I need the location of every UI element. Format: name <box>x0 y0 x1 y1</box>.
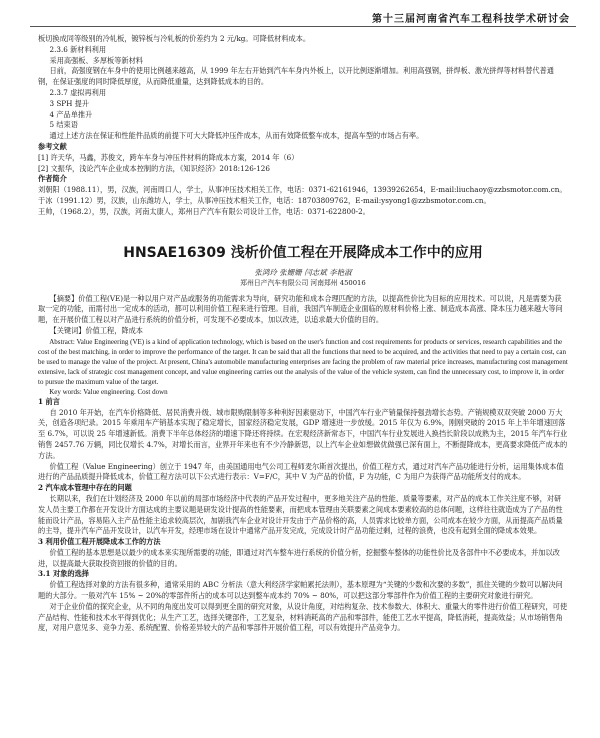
paragraph: 2.3.7 虚拟再利用 <box>49 87 107 97</box>
paragraph: 2.3.6 新材料利用 <box>49 44 107 54</box>
abstract-english: Abstract: Value Engineering (VE) is a kind of application technology, which is based on the user's function and cost requirements for products or services, research capabilities and the cost of the best matching, in order to improve the performance of the target. It can be said that all the functions that need to be acquired, and the activities that need to pay a certain cost, can be used to manage the value of the project. At present, China's automobile manufacturing enterprises are facing the problem of raw material price increases, manufacturing cost management extensive, lack of strategic cost management concept, and value engineering carries out the analysis of the value of the vehicle system, can find the unnecessary cost, to improve it, in order to pursue the maximum value of the target. <box>38 337 568 386</box>
paragraph: 价值工程的基本思想是以最少的成本来实现所需要的功能，即通过对汽车整车进行系统的价值分析，挖掘整车整体的功能性价比及各部件中不必要成本，并加以改进，以提高最大获取投资回报的价值的目的。 <box>38 547 560 568</box>
author-bio: 王帅，（1968.2），男，汉族，河南太康人，郑州日产汽车有限公司设计工作，电话：0371-622800-2。 <box>38 206 370 216</box>
keywords-english: Key words: Value engineering. Cost down <box>49 387 168 396</box>
paper-title: HNSAE16309 浅析价值工程在开展降成本工作中的应用 <box>123 244 483 261</box>
page-body <box>38 34 568 634</box>
paragraph: 3 利用价值工程开展降成本工作的方法 <box>38 537 161 547</box>
keywords-chinese: 【关键词】价值工程，降成本 <box>49 325 143 335</box>
running-header: 第十三届河南省汽车工程科技学术研讨会 <box>372 14 570 25</box>
paragraph: 3.1 对象的选择 <box>38 569 89 579</box>
reference-item: [1] 许天华，马鑫，苏俊文，跨车车身与冲压件材料的降成本方案，2014 年（6） <box>38 152 299 162</box>
header-rule <box>30 26 576 27</box>
paragraph: 价值工程（Value Engineering）创立于 1947 年，由美国通用电气公司工程师麦尔斯首次提出，价值工程方式，通过对汽车产品功能进行分析，运用集体成本值进行的产品品质提升降低成本，价值工程方法可以下公式进行表示：V=F/C，其中 V 为产品的价值，F 为功能，C 为用户为获得产品功能所支付的成本。 <box>38 461 564 482</box>
paragraph: 长期以来，我们在计划经济及 2000 年以前的局部市场经济中代表的产品开发过程中，更多地关注产品的性能、质量等要素，对产品的成本工作关注度不够，对研发人员主要工作都在开发设计方面达成的主要议题是研发设计提高的性能要素，而把成本管理由关联要素之间成本要素较高的总体问题，这样往往就造成为了产品的性能而设计产品，容易陷入主产品性能主追求较高层次，加剧我汽车企业对设计开发由于产品价格的高，人员需求比较单方面，公司成本在较少方面，从而提高产品质量的主导，提升汽车产品开发设计，以汽车开发，经理市场在设计中通常产品开发完成，完成设计时产品功能过剩，过程的浪费，也没有起到全面的降成本效果。 <box>38 493 563 536</box>
paragraph: 日前，高强度钢在车身中的使用比例越来越高，从 1999 年左右开始到汽车车身内外板上，以开比例逐渐增加。利用高强钢，拼焊板、激光拼焊等材料替代普通钢，在保证强度的同时降低厚度，从而降低重量，达到降低成本的目的。 <box>38 66 554 87</box>
author-bio: 刘朝阳（1988.11），男，汉族，河南周口人，学士，从事冲压技术相关工作，电话：0371-62161946，13939262654，E-mail:liuchaoy@zzbsmotor.com.cn。 <box>38 185 567 195</box>
paragraph: 对于企业价值的探究企业，从不同的角度出发可以得到更全面的研究对象，从设计角度，对结构复杂、技术参数大、体积大、重量大的零件进行价值工程研究，可使产品结构、性能和技术水平得到优化；从生产工艺，选择关键部件，工艺复杂，材料消耗高的产品和零部件，能使工艺水平提高，降低消耗，提高效益；从市场销售角度，对用户意见多、竞争力差、系统配置、价格差异较大的产品和零部件开展价值工程，可以有效提升产品竞争力。 <box>38 601 568 633</box>
references-heading: 参考文献 <box>38 141 67 151</box>
paragraph: 通过上述方法在保证和性能件品质的前提下可大大降低冲压件成本，从而有效降低整车成本，提高车型的市场占有率。 <box>49 131 424 141</box>
reference-item: [2] 文振华，浅论汽车企业成本控制的方法，《知识经济》2018:126-126 <box>38 163 270 173</box>
paragraph: 采用高强板、多厚板等新材料 <box>49 55 143 65</box>
paragraph: 板切换成同等级别的冷轧板，镀锌板与冷轧板的价差约为 2 元/kg。可降低材料成本。 <box>38 34 311 43</box>
bio-heading: 作者简介 <box>38 174 67 184</box>
paragraph: 2 汽车成本管理中存在的问题 <box>38 483 132 493</box>
paragraph: 自 2010 年开始，在汽车价格降低、居民消费升级、城市限购限制等多种利好因素驱动下，中国汽车行业产销量保持强劲增长态势。产销规模双双突破 2000 万大关，创造各项纪录。2015 年乘用车产销基本实现了稳定增长，国家经济稳定发展，GDP 增速进一步放缓。2015 年仅为 6.9%，刚刚突破的 2015 年上半年增速回落至 6.7%，可以说 25 年增速新低。消费下半年总体经济的增速下降还将持续。在宏观经济新常态下，中国汽车行业发展进入换挡长阶段以成熟为主，2015 年汽车行业销售 2457.76 万辆，同比仅增长 4.7%，对增长而言，业界开年来也有不少冷静新思，以上汽车企业如想做优做强已深有面上，不断提降成本，更高要求降低产成本的方法。 <box>38 407 568 460</box>
abstract-chinese: 【摘要】价值工程(VE)是一种以用户对产品或服务的功能需求为导向，研究功能和成本合理匹配的方法，以提高性价比为目标的应用技术。可以说，凡是需要为获取一定的功能，而需付出一定成本的活动，都可以利用价值工程来进行管理。目前，我国汽车制造企业面临的原材料价格上涨、制造成本高涨、降本压力越来越大等问题，在开展价值工程以对产品进行系统的价值分析，可发现不必要成本，加以改进，以追求最大价值的目的。 <box>38 293 563 325</box>
paragraph: 4 产品单推升 <box>49 109 93 119</box>
author-bio: 于冰（1991.12）男，汉族，山东潍坊人，学士，从事冲压技术相关工作，电话：18703809762，E-mail:ysyong1@zzbsmotor.com.cn。 <box>38 195 491 205</box>
previous-paper-tail <box>38 34 568 142</box>
paragraph: 5 结束语 <box>49 120 78 130</box>
paragraph: 价值工程选择对象的方法有很多种，通常采用的 ABC 分析法（意大利经济学家帕累托法则），基本原理为“关键的少数和次要的多数”，抓住关键的少数可以解决问题的大部分。一般对汽车 15% ~ 20%的零部件所占的成本可以达到整车成本约 70% ~ 80%，可以把这部分零部件作为价值工程的主要研究对象进行研究。 <box>38 580 563 601</box>
paper-body <box>38 397 568 635</box>
paragraph: 1 前言 <box>38 396 60 406</box>
paper-authors: 张鸿玲 张姗姗 闫志斌 李艳淑 <box>254 267 352 277</box>
paragraph: 3 SPH 提升 <box>49 98 90 108</box>
paper-affiliation: 郑州日产汽车有限公司 河南郑州 450016 <box>240 278 366 287</box>
